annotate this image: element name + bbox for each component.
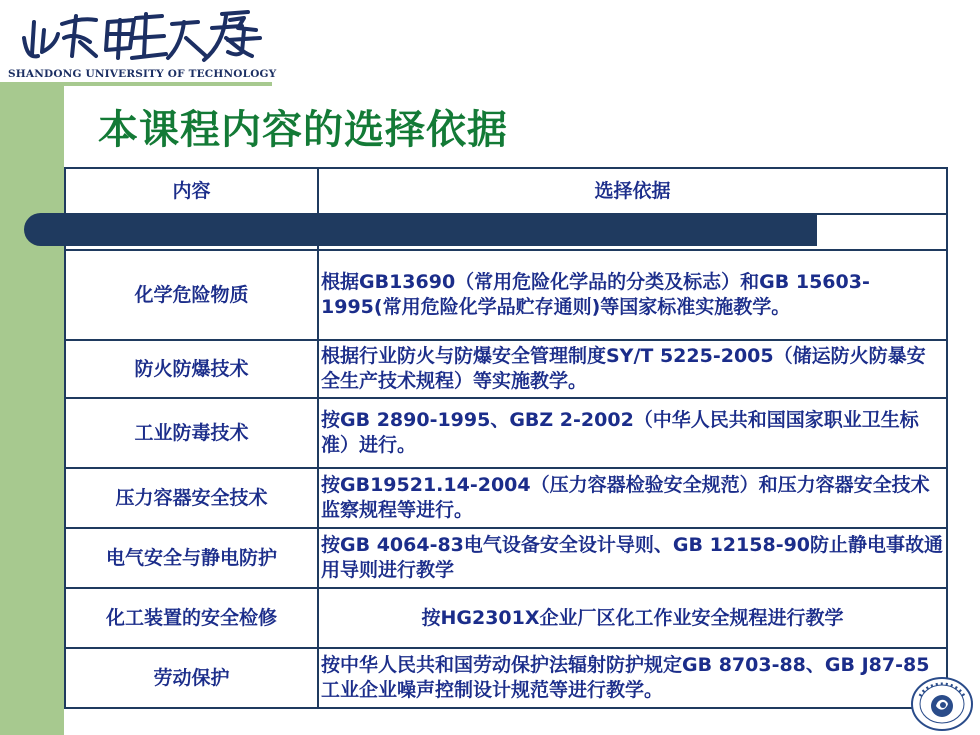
row-name: 电气安全与静电防护 (65, 528, 318, 588)
table-row (65, 648, 947, 708)
university-seal-icon (910, 676, 974, 732)
row-name: 化学危险物质 (65, 250, 318, 340)
row-name: 劳动保护 (65, 648, 318, 708)
university-logo (6, 6, 276, 82)
calligraphy-logo-icon (16, 8, 266, 64)
header-basis: 选择依据 (318, 168, 947, 214)
row-basis: 按中华人民共和国劳动保护法辐射防护规定GB 8703-88、GB J87-85工业企业噪声控制设计规范等进行教学。 (318, 648, 947, 708)
table-header-row (65, 168, 947, 214)
decor-blue-bar (24, 213, 817, 246)
basis-table (64, 167, 948, 709)
table-row (65, 398, 947, 468)
table-row (65, 528, 947, 588)
top-decor-line (0, 82, 272, 86)
table-row (65, 250, 947, 340)
row-basis: 按GB19521.14-2004（压力容器检验安全规范）和压力容器安全技术监察规程等进行。 (318, 468, 947, 528)
row-basis: 按GB 2890-1995、GBZ 2-2002（中华人民共和国国家职业卫生标准）进行。 (318, 398, 947, 468)
table-row (65, 340, 947, 398)
row-name: 化工装置的安全检修 (65, 588, 318, 648)
row-basis: 按HG2301X企业厂区化工作业安全规程进行教学 (318, 588, 947, 648)
table-row (65, 468, 947, 528)
page-title: 本课程内容的选择依据 (98, 107, 508, 153)
row-name: 压力容器安全技术 (65, 468, 318, 528)
row-basis: 根据行业防火与防爆安全管理制度SY/T 5225-2005（储运防火防暴安全生产技术规程）等实施教学。 (318, 340, 947, 398)
row-basis: 按GB 4064-83电气设备安全设计导则、GB 12158-90防止静电事故通用导则进行教学 (318, 528, 947, 588)
row-basis: 根据GB13690（常用危险化学品的分类及标志）和GB 15603-1995(常用危险化学品贮存通则)等国家标准实施教学。 (318, 250, 947, 340)
header-content: 内容 (65, 168, 318, 214)
row-name: 工业防毒技术 (65, 398, 318, 468)
side-decor-bar (0, 86, 64, 735)
logo-subtitle: SHANDONG UNIVERSITY OF TECHNOLOGY (8, 68, 277, 80)
table-row (65, 588, 947, 648)
row-name: 防火防爆技术 (65, 340, 318, 398)
